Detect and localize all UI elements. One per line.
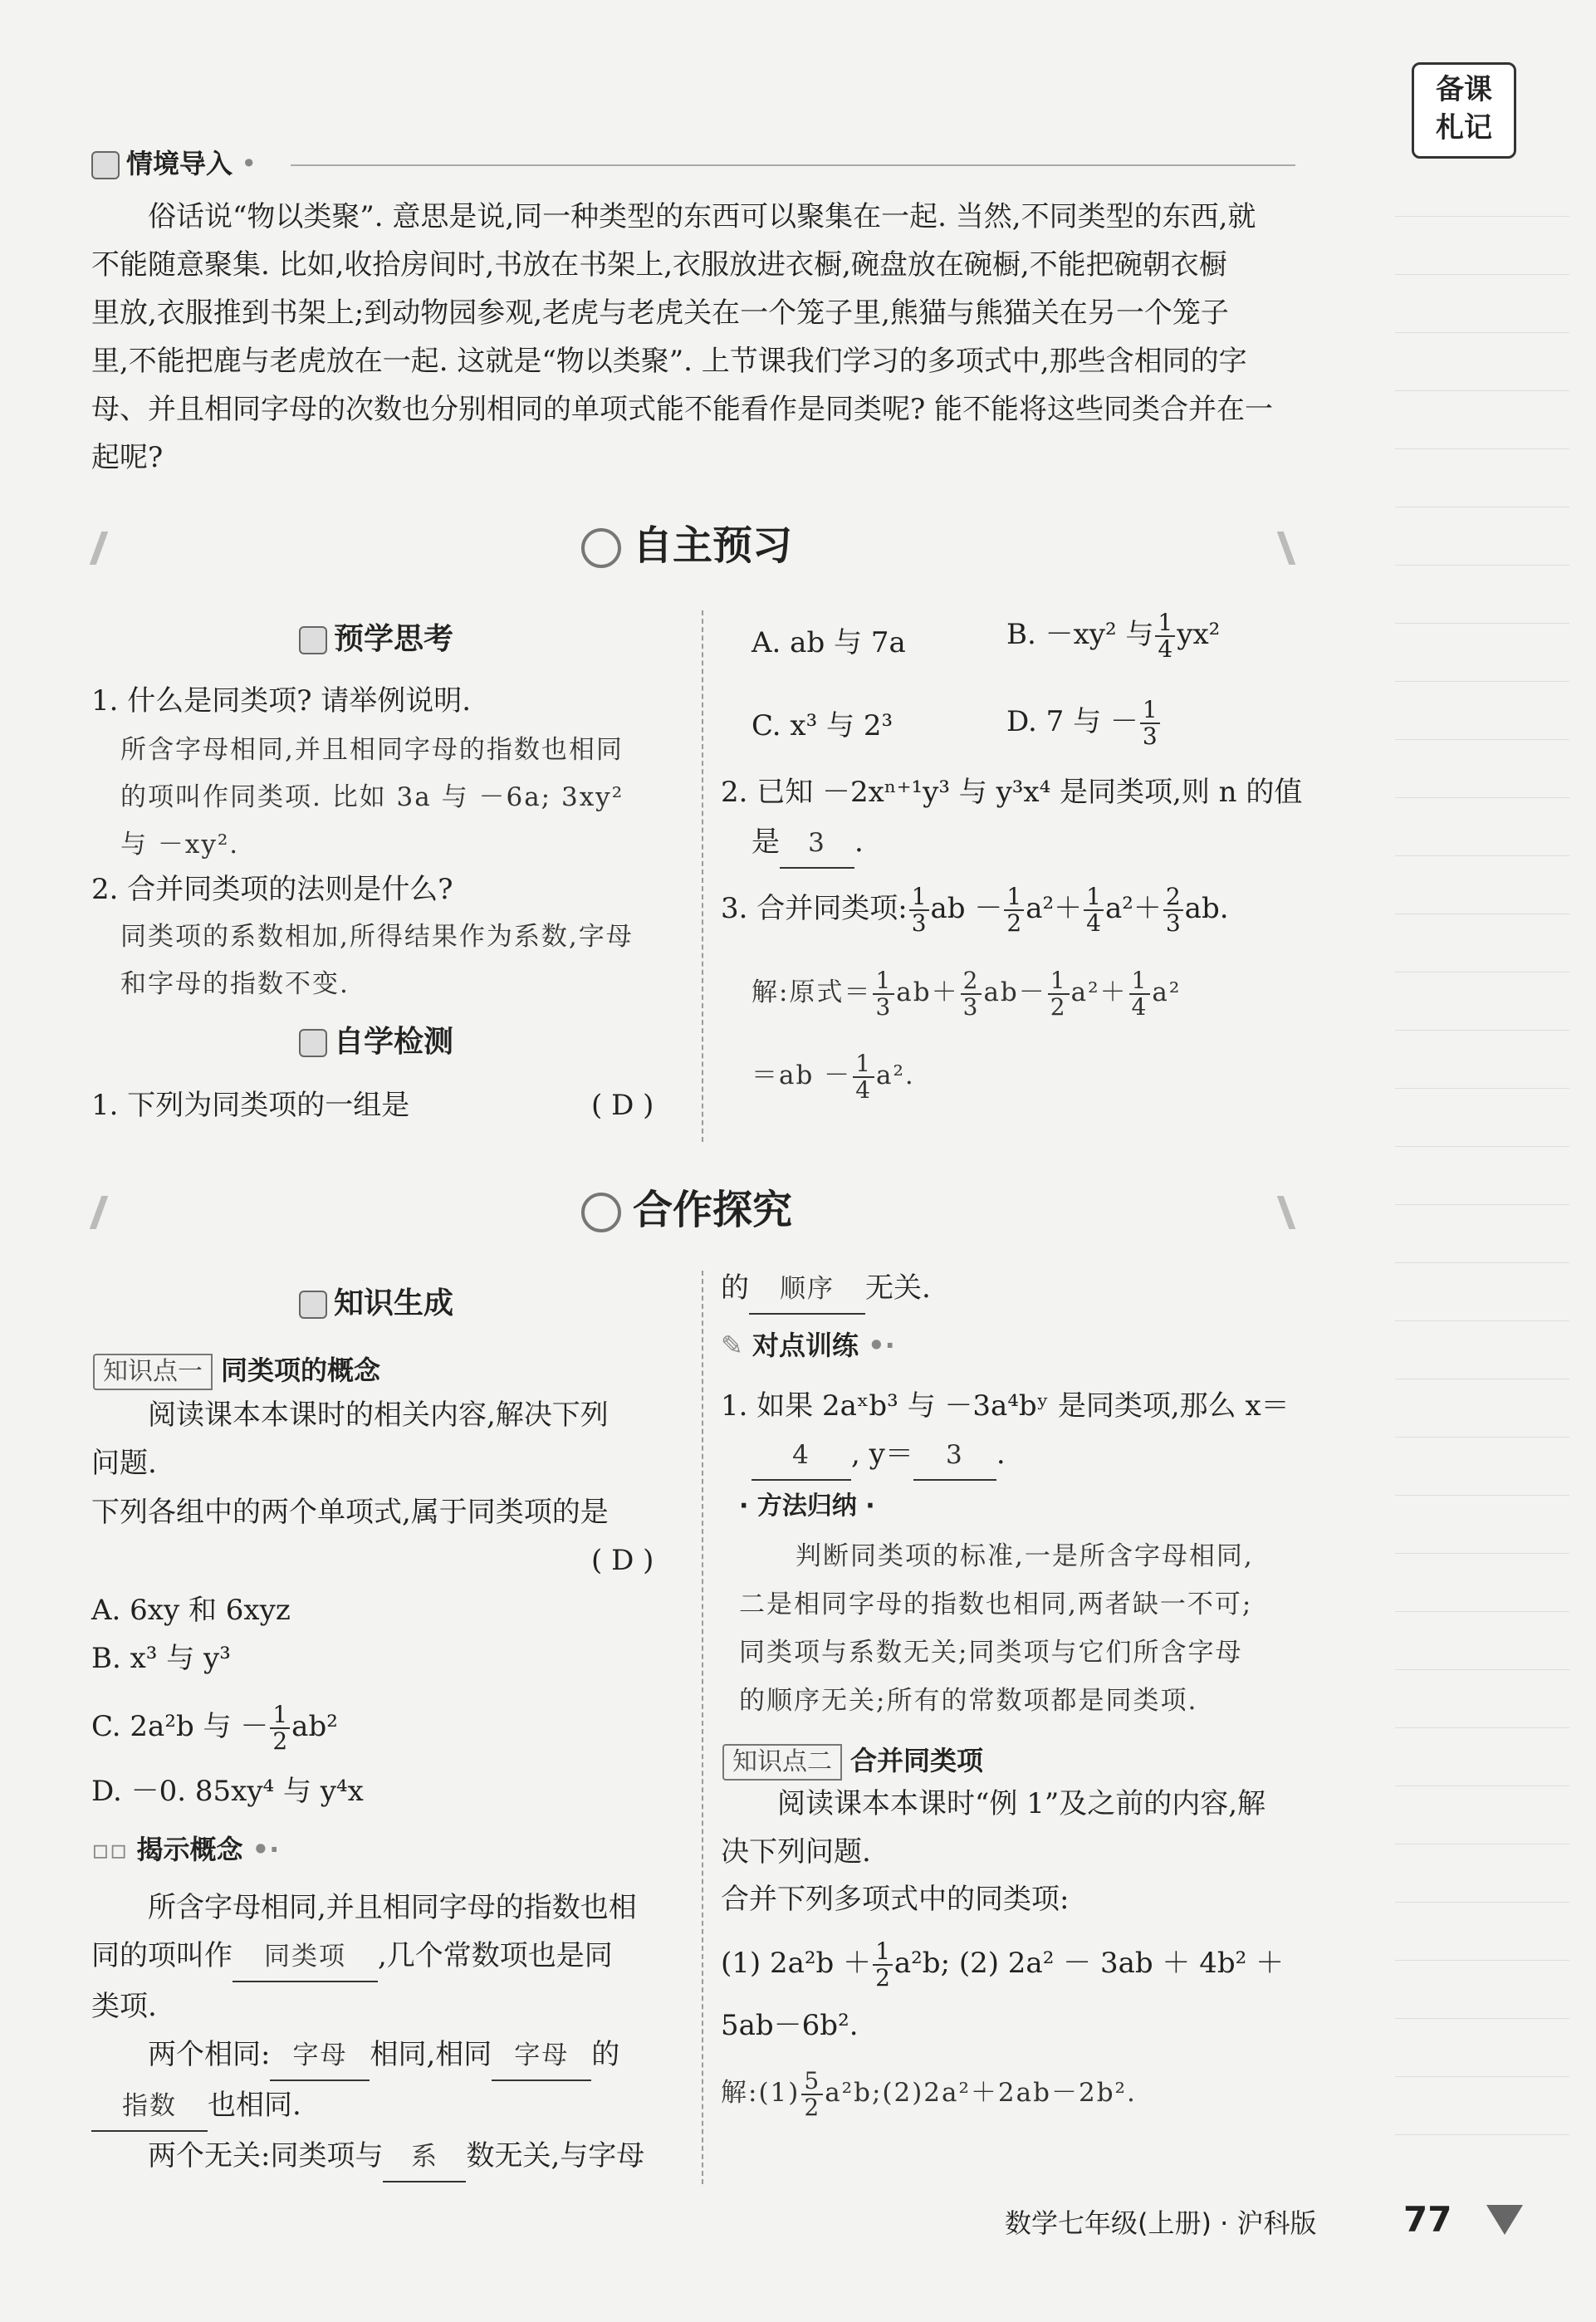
- fraction: $\frac{1}{3}$: [909, 884, 929, 936]
- fraction: [1155, 610, 1175, 662]
- read-line: 问题.: [91, 1447, 157, 1480]
- continuation-text: 无关.: [865, 1271, 931, 1305]
- concept-text: 两个无关:同类项与: [148, 2139, 384, 2173]
- intro-paragraph: [91, 193, 1312, 482]
- option-d: [1006, 698, 1162, 749]
- column-divider: [702, 1271, 703, 2184]
- section2-title: 合作探究: [633, 1187, 793, 1233]
- book-icon: [299, 626, 327, 654]
- concept-header: [91, 1831, 279, 1868]
- denominator: 4: [1158, 635, 1173, 663]
- continuation-text: 的: [721, 1271, 749, 1305]
- fraction: $\frac{1}{2}$: [1004, 884, 1024, 936]
- concept-text: ,几个常数项也是同: [378, 1939, 613, 1972]
- solution-text: a²b;(2)2a²＋2ab－2b².: [825, 2078, 1137, 2108]
- self-check-header: [299, 1021, 453, 1063]
- solution-eq: ＝ab －: [751, 1061, 852, 1090]
- q2-is: 是: [751, 825, 780, 859]
- problem-text: (1) 2a²b ＋: [721, 1947, 872, 1980]
- kp1-option-d: D. －0. 85xy⁴ 与 y⁴x: [91, 1775, 364, 1808]
- intro-line: 母、并且相同字母的次数也分别相同的单项式能不能看作是同类呢? 能不能将这些同类合并在一: [91, 393, 1274, 426]
- save-icon: [299, 1291, 327, 1319]
- chat-icon: [91, 151, 120, 179]
- concept-blank: 字母: [492, 2031, 591, 2081]
- numerator: 1: [270, 1702, 290, 1729]
- numerator: 5: [801, 2069, 823, 2095]
- x-blank: 4: [751, 1431, 851, 1481]
- kp1-option-b: B. x³ 与 y³: [91, 1642, 231, 1675]
- fraction: $\frac{1}{4}$: [1084, 884, 1104, 936]
- intro-title: 情境导入: [126, 148, 233, 179]
- denominator: 2: [875, 1964, 890, 1991]
- fraction: [801, 2066, 823, 2121]
- solution-end: a².: [876, 1061, 915, 1090]
- concept-line: [91, 2081, 689, 2132]
- self-check-q1: 1. 下列为同类项的一组是: [91, 1089, 410, 1122]
- concept-line: [91, 2031, 689, 2081]
- pre-think-a2: [120, 914, 685, 1008]
- intro-line: 里放,衣服推到书架上;到动物园参观,老虎与老虎关在一个笼子里,熊猫与熊猫关在另一个笼子: [91, 296, 1229, 330]
- fraction: [1140, 698, 1160, 749]
- answer-line: 的项叫作同类项. 比如 3a 与 －6a; 3xy²: [120, 782, 624, 812]
- self-check-q2-answer: [751, 818, 864, 869]
- dot-icon: •·: [242, 1834, 280, 1865]
- answer-line: 所含字母相同,并且相同字母的指数也相同: [120, 735, 624, 765]
- margin-note-line2: 札记: [1436, 111, 1492, 145]
- kp1-option-a: A. 6xy 和 6xyz: [91, 1594, 291, 1627]
- concept-line: [91, 1884, 689, 1932]
- option-c: C. x³ 与 2³: [751, 709, 893, 742]
- concept-text: 所含字母相同,并且相同字母的指数也相: [148, 1891, 637, 1924]
- concept-text: 同的项叫作: [91, 1939, 233, 1972]
- numerator: 1: [1155, 610, 1175, 637]
- kp2-question: 合并下列多项式中的同类项:: [721, 1883, 1070, 1916]
- slash-decor: [1277, 1196, 1296, 1229]
- option-b-tail: yx²: [1177, 618, 1221, 651]
- kp1-tag: 知识点一: [93, 1354, 213, 1390]
- answer-line: 和字母的指数不变.: [120, 969, 350, 999]
- intro-line: 起呢?: [91, 441, 164, 474]
- intro-header: [91, 145, 257, 182]
- option-d-text: D. 7 与 －: [1006, 705, 1138, 738]
- kp1-read: [91, 1391, 689, 1487]
- q3-label: 3. 合并同类项:: [721, 892, 908, 925]
- dot-icon: •: [233, 148, 257, 179]
- method-line: 二是相同字母的指数也相同,两者缺一不可;: [739, 1590, 1253, 1619]
- intro-line: 不能随意聚集. 比如,收拾房间时,书放在书架上,衣服放进衣橱,碗盘放在碗橱,不能把碗朝衣橱: [91, 248, 1227, 282]
- solution-line-1: 解:原式＝ $\frac{1}{3}$ ab＋ $\frac{2}{3}$ ab－ $\frac{1}{2}$ a²＋ $\frac{1}{4}$ a²: [751, 966, 1182, 1021]
- margin-note-badge: [1412, 62, 1516, 159]
- method-line: 的顺序无关;所有的常数项都是同类项.: [739, 1686, 1198, 1716]
- method-line: 同类项与系数无关;同类项与它们所含字母: [739, 1638, 1243, 1668]
- concept-text: 类项.: [91, 1990, 157, 2023]
- concept-text: 的: [591, 2038, 620, 2071]
- y-label: , y＝: [851, 1438, 913, 1471]
- concept-line: [91, 1932, 689, 1982]
- y-blank: 3: [913, 1431, 996, 1481]
- option-b-text: B. －xy² 与: [1006, 618, 1154, 651]
- kp2-read: [721, 1780, 1319, 1876]
- corner-arrow-icon: [1486, 2205, 1523, 2235]
- intro-rule: [291, 164, 1295, 166]
- numerator: 1: [873, 1939, 893, 1966]
- self-check-q3: 3. 合并同类项: $\frac{1}{3}$ ab － $\frac{1}{2}$ a²＋ $\frac{1}{4}$ a²＋ $\frac{2}{3}$ ab.: [721, 883, 1229, 937]
- knowledge-header: [299, 1283, 453, 1325]
- q2-blank: 3: [780, 819, 854, 869]
- self-check-a1: ( D ): [591, 1089, 654, 1122]
- method-title: · 方法归纳 ·: [739, 1492, 875, 1521]
- read-line: 阅读课本本课时的相关内容,解决下列: [148, 1399, 609, 1432]
- method-line: 判断同类项的标准,一是所含字母相同,: [796, 1541, 1254, 1571]
- section-title-preview: [581, 519, 792, 572]
- option-c-text: C. 2a²b 与 －: [91, 1710, 269, 1743]
- kp2-title: 合并同类项: [850, 1745, 984, 1776]
- slash-decor: [90, 532, 109, 565]
- denominator: 2: [804, 2093, 821, 2121]
- dot-icon: •·: [858, 1330, 895, 1361]
- concept-blank: 顺序: [749, 1265, 865, 1315]
- read-line: 决下列问题.: [721, 1835, 871, 1869]
- pre-think-a1: [120, 727, 685, 869]
- concept-line: [91, 1982, 689, 2031]
- kp1-continuation: [721, 1264, 931, 1315]
- page-number: 77: [1403, 2199, 1452, 2240]
- concept-blank: 同类项: [233, 1933, 378, 1982]
- option-b: [1006, 610, 1220, 662]
- fraction: $\frac{2}{3}$: [1163, 884, 1183, 936]
- concept-blank: 字母: [270, 2031, 370, 2081]
- kp2-problem-1: [721, 1939, 1284, 1991]
- concept-line: [91, 2132, 689, 2182]
- train-title: 对点训练: [751, 1330, 859, 1361]
- pre-think-header: [299, 619, 453, 660]
- intro-line: 俗话说“物以类聚”. 意思是说,同一种类型的东西可以聚集在一起. 当然,不同类型的东西,就: [148, 200, 1256, 233]
- answer-line: 同类项的系数相加,所得结果作为系数,字母: [120, 922, 634, 952]
- problem-text: a²b; (2) 2a² － 3ab ＋ 4b² ＋: [893, 1947, 1285, 1980]
- pencil-icon: ✎: [721, 1330, 752, 1361]
- concept-text: 数无关,与字母: [466, 2139, 645, 2173]
- checklist-icon: [299, 1029, 327, 1057]
- margin-note-line1: 备课: [1436, 73, 1492, 106]
- magnifier-icon: [581, 528, 621, 568]
- train-q1: 1. 如果 2aˣb³ 与 －3a⁴bʸ 是同类项,那么 x＝: [721, 1389, 1290, 1423]
- method-box: [739, 1532, 1320, 1725]
- denominator: 2: [272, 1727, 288, 1755]
- train-header: [721, 1327, 895, 1364]
- solution-label: 解:(1): [721, 2078, 800, 2108]
- concept-text: 相同,相同: [370, 2038, 492, 2071]
- kp2-solution: [721, 2068, 1137, 2120]
- train-q1-answers: 4 , y＝ 3 .: [751, 1430, 1006, 1481]
- knowledge-title: 知识生成: [334, 1286, 454, 1320]
- kp1-question: 下列各组中的两个单项式,属于同类项的是: [91, 1496, 609, 1529]
- magnifier-icon: [581, 1193, 621, 1232]
- concept-blank: 指数: [91, 2082, 208, 2132]
- kp1-header: [93, 1350, 380, 1390]
- solution-line-2: ＝ab － $\frac{1}{4}$ a².: [751, 1049, 915, 1104]
- numerator: 1: [1140, 698, 1160, 724]
- section-title-explore: [581, 1183, 792, 1237]
- concept-text: 两个相同:: [148, 2038, 271, 2071]
- denominator: 3: [1142, 723, 1158, 750]
- kp2-problem-2: 5ab－6b².: [721, 2009, 859, 2042]
- kp2-header: [722, 1740, 983, 1781]
- fraction: [873, 1939, 893, 1991]
- pre-think-title: 预学思考: [334, 622, 454, 656]
- footer-book-title: 数学七年级(上册) · 沪科版: [1005, 2207, 1317, 2239]
- kp1-option-c: [91, 1702, 338, 1754]
- intro-line: 里,不能把鹿与老虎放在一起. 这就是“物以类聚”. 上节课我们学习的多项式中,那些含相同的字: [91, 345, 1247, 378]
- option-c-tail: ab²: [291, 1710, 338, 1743]
- dots-icon: ▫▫: [91, 1834, 137, 1865]
- pre-think-q2: 2. 合并同类项的法则是什么?: [91, 873, 453, 906]
- solution-label: 解:原式＝: [751, 977, 872, 1007]
- column-divider: [702, 610, 703, 1142]
- slash-decor: [1277, 532, 1296, 565]
- read-line: 阅读课本本课时“例 1”及之前的内容,解: [777, 1787, 1266, 1820]
- q2-end: .: [854, 825, 864, 859]
- section1-title: 自主预习: [633, 522, 793, 569]
- kp1-answer: ( D ): [591, 1544, 654, 1577]
- concept-paragraph: [91, 1884, 689, 2182]
- concept-blank: 系: [383, 2133, 466, 2182]
- answer-line: 与 －xy².: [120, 830, 240, 860]
- option-a: A. ab 与 7a: [751, 626, 906, 659]
- kp1-title: 同类项的概念: [221, 1354, 381, 1386]
- slash-decor: [90, 1196, 109, 1229]
- concept-title: 揭示概念: [136, 1834, 243, 1865]
- fraction: [270, 1702, 290, 1754]
- self-check-title: 自学检测: [334, 1025, 454, 1059]
- concept-text: 也相同.: [208, 2089, 301, 2122]
- kp2-tag: 知识点二: [722, 1744, 842, 1781]
- pre-think-q1: 1. 什么是同类项? 请举例说明.: [91, 684, 472, 718]
- self-check-q2: 2. 已知 －2xⁿ⁺¹y³ 与 y³x⁴ 是同类项,则 n 的值: [721, 776, 1303, 809]
